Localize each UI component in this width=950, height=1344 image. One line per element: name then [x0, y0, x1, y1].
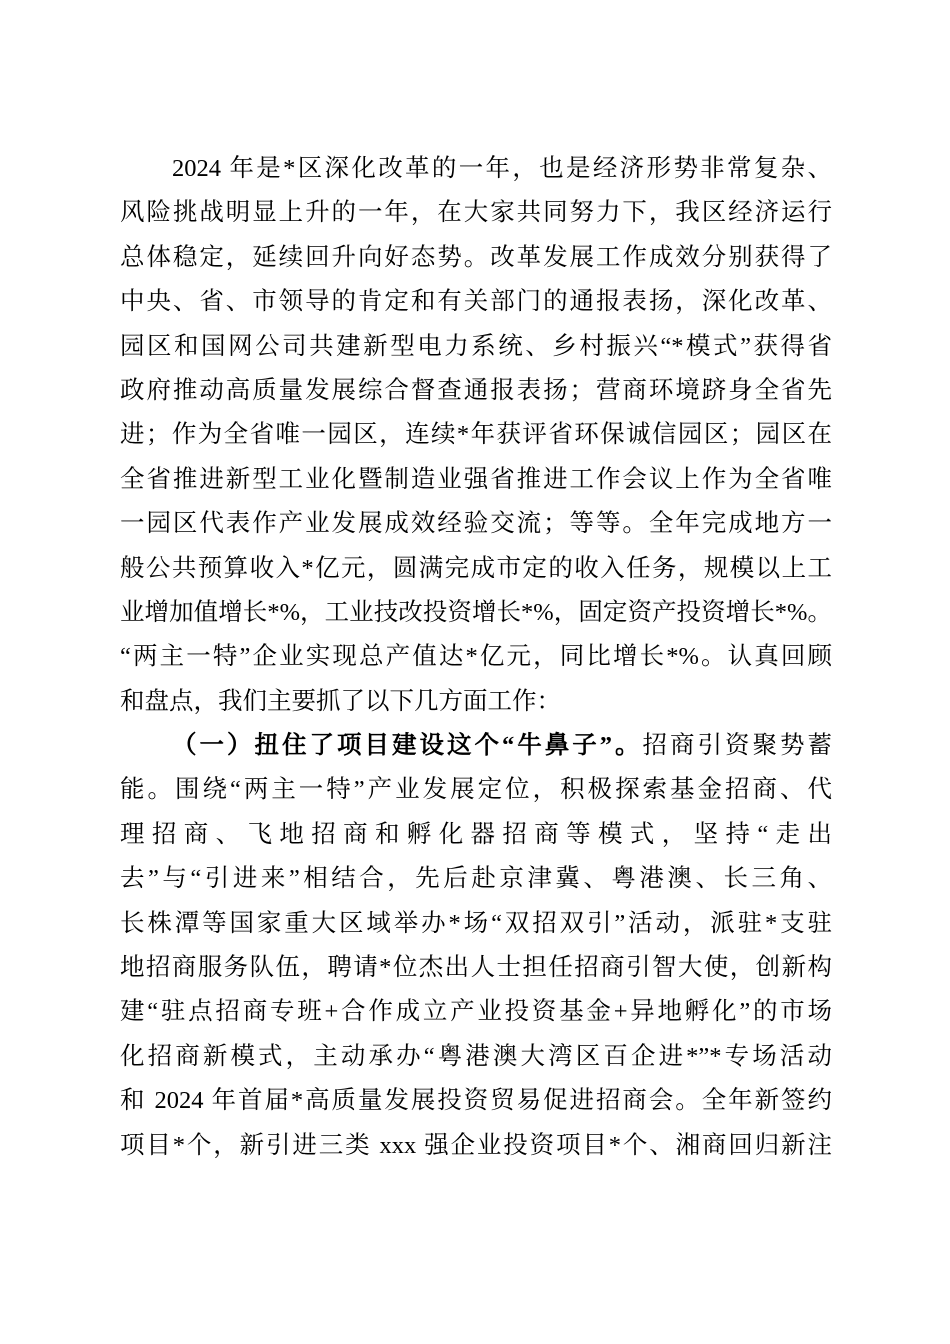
text-line: 一园区代表作产业发展成效经验交流；等等。全年完成地方一: [120, 510, 832, 538]
text-line: 理招商、飞地招商和孵化器招商等模式，坚持“走出: [120, 820, 832, 848]
text-line: 园区和国网公司共建新型电力系统、乡村振兴“*模式”获得省: [120, 332, 832, 360]
text-line: 项目*个，新引进三类 xxx 强企业投资项目*个、湘商回归新注: [120, 1131, 832, 1159]
text-line: 进；作为全省唯一园区，连续*年获评省环保诚信园区；园区在: [120, 421, 832, 449]
text-line: 全省推进新型工业化暨制造业强省推进工作会议上作为全省唯: [120, 465, 832, 493]
text-line: （一）扭住了项目建设这个“牛鼻子”。招商引资聚势蓄: [172, 732, 832, 760]
text-line: 和盘点，我们主要抓了以下几方面工作：: [120, 687, 561, 715]
text-line: 政府推动高质量发展综合督查通报表扬；营商环境跻身全省先: [120, 376, 832, 404]
text-line: 去”与“引进来”相结合，先后赴京津冀、粤港澳、长三角、: [120, 865, 832, 893]
text-line: 和 2024 年首届*高质量发展投资贸易促进招商会。全年新签约: [120, 1087, 832, 1115]
section-1-paragraph: [120, 724, 832, 1168]
text-line: 建“驻点招商专班+合作成立产业投资基金+异地孵化”的市场: [120, 998, 832, 1026]
text-line: 地招商服务队伍，聘请*位杰出人士担任招商引智大使，创新构: [120, 954, 832, 982]
text-line: 长株潭等国家重大区域举办*场“双招双引”活动，派驻*支驻: [120, 909, 832, 937]
section-heading: （一）扭住了项目建设这个“牛鼻子”。: [172, 732, 643, 760]
text-line: 中央、省、市领导的肯定和有关部门的通报表扬，深化改革、: [120, 288, 832, 316]
text-line: 化招商新模式，主动承办“粤港澳大湾区百企进*”*专场活动: [120, 1042, 832, 1070]
document-content: [120, 147, 832, 1168]
text-line: 总体稳定，延续回升向好态势。改革发展工作成效分别获得了: [120, 243, 832, 271]
text-line: 风险挑战明显上升的一年，在大家共同努力下，我区经济运行: [120, 199, 832, 227]
text-line: 业增加值增长*%，工业技改投资增长*%，固定资产投资增长*%。: [120, 598, 832, 626]
text-line: 2024 年是*区深化改革的一年，也是经济形势非常复杂、: [172, 155, 832, 182]
text-line: 能。围绕“两主一特”产业发展定位，积极探索基金招商、代: [120, 776, 832, 804]
text-line: 般公共预算收入*亿元，圆满完成市定的收入任务，规模以上工: [120, 554, 832, 582]
text-line: “两主一特”企业实现总产值达*亿元，同比增长*%。认真回顾: [120, 643, 832, 671]
intro-paragraph: [120, 147, 832, 724]
